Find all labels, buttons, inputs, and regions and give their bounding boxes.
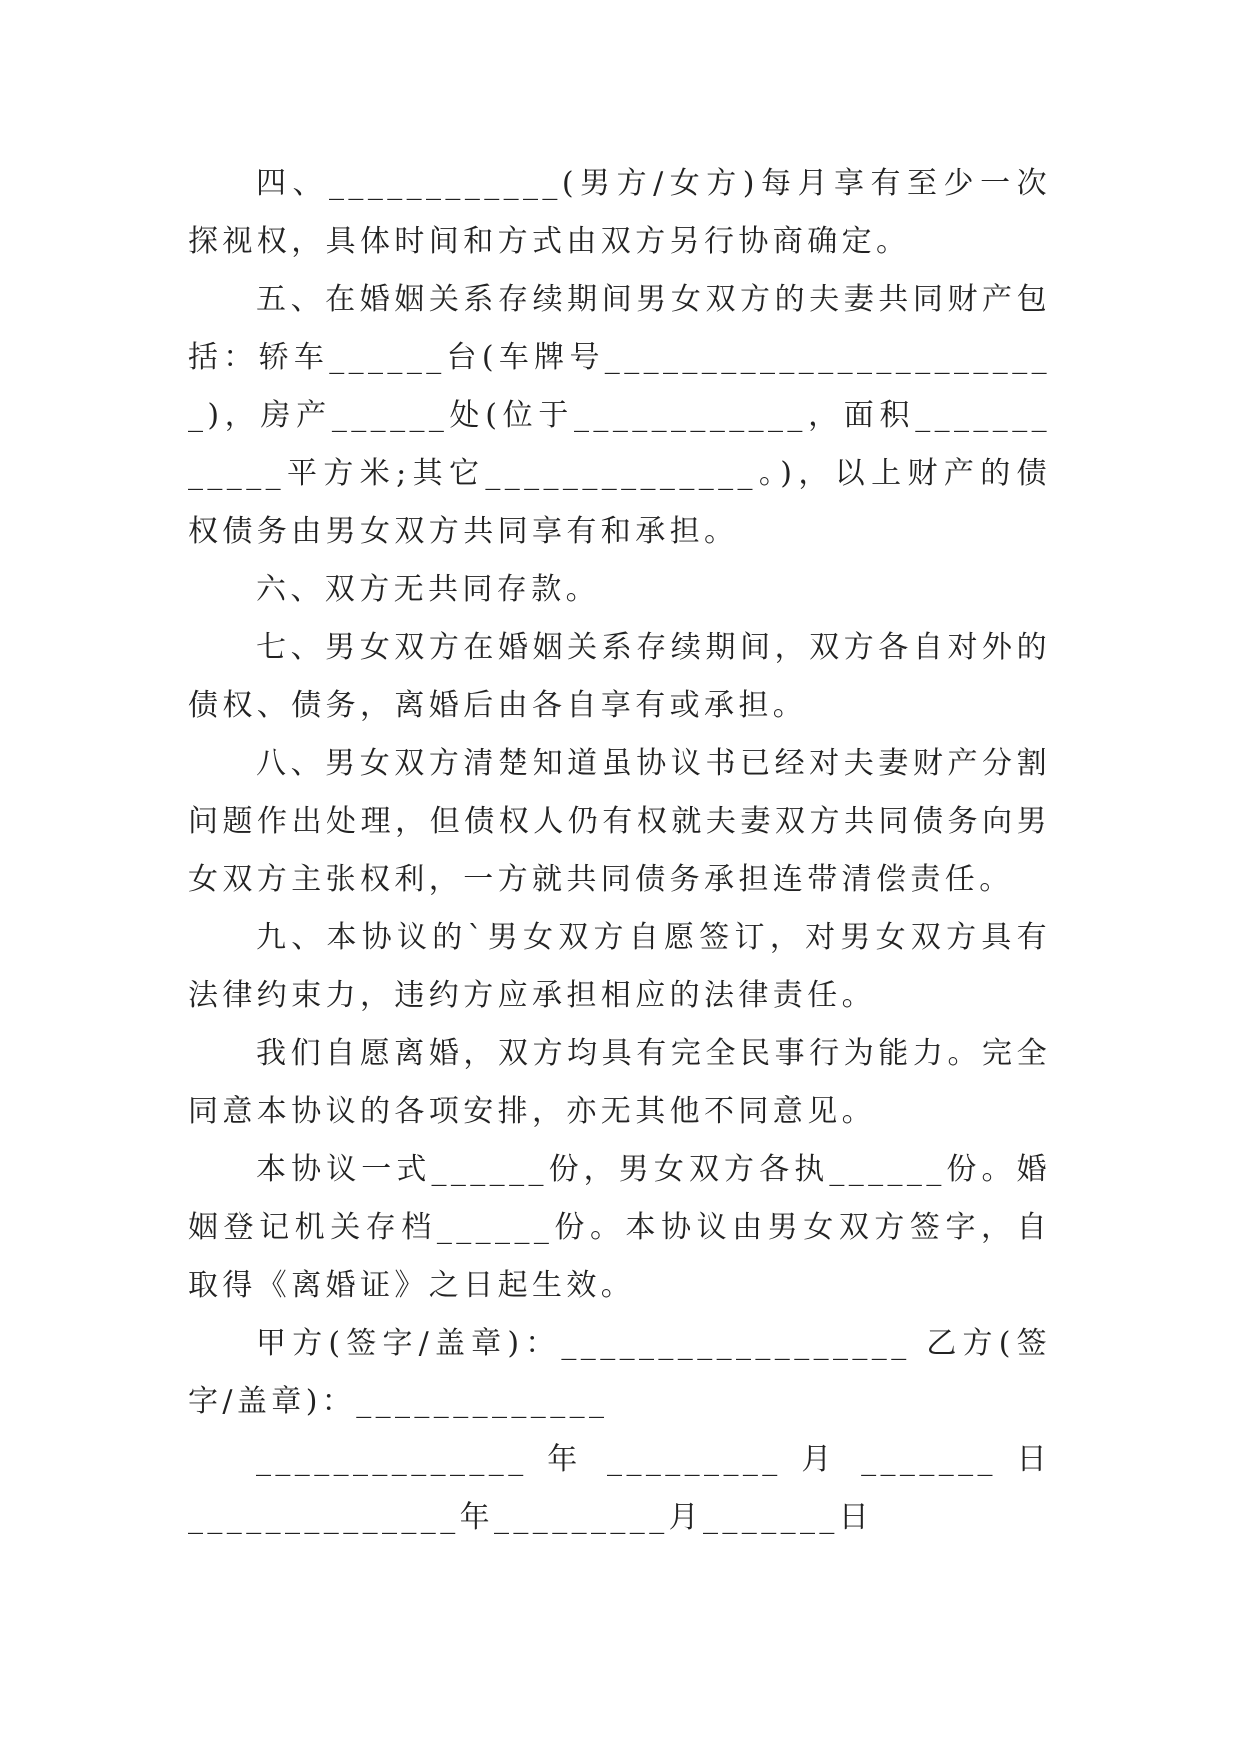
clause-binding-force: 九、本协议的`男女双方自愿签订，对男女双方具有法律约束力，违约方应承担相应的法律责任。 — [188, 920, 1051, 1013]
date-line-party-b: ______________年_________月_______日 — [188, 1500, 874, 1535]
clause-joint-property: 五、在婚姻关系存续期间男女双方的夫妻共同财产包括：轿车______台(车牌号________________________)，房产______处(位于____________，面积____________平方米;其它______________。)，以上财产的债权债务由男女双方共同享有和承担。 — [188, 282, 1051, 549]
clause-copies-effectiveness: 本协议一式______份，男女双方各执______份。婚姻登记机关存档______份。本协议由男女双方签字，自取得《离婚证》之日起生效。 — [188, 1152, 1051, 1303]
clause-individual-debts: 七、男女双方在婚姻关系存续期间，双方各自对外的债权、债务，离婚后由各自享有或承担。 — [188, 630, 1051, 723]
signature-line: 甲方(签字/盖章)：__________________ 乙方(签字/盖章)：_____________ — [188, 1326, 1051, 1419]
clause-creditor-rights: 八、男女双方清楚知道虽协议书已经对夫妻财产分割问题作出处理，但债权人仍有权就夫妻双方共同债务向男女双方主张权利，一方就共同债务承担连带清偿责任。 — [188, 746, 1051, 897]
clause-visitation: 四、____________(男方/女方)每月享有至少一次探视权，具体时间和方式由双方另行协商确定。 — [188, 166, 1051, 259]
date-line-party-a: ______________ 年 _________ 月 _______ 日 — [256, 1442, 1051, 1477]
clause-no-savings: 六、双方无共同存款。 — [256, 572, 600, 607]
statement-voluntary-divorce: 我们自愿离婚，双方均具有完全民事行为能力。完全同意本协议的各项安排，亦无其他不同意见。 — [188, 1036, 1051, 1129]
agreement-body — [188, 155, 1051, 1547]
